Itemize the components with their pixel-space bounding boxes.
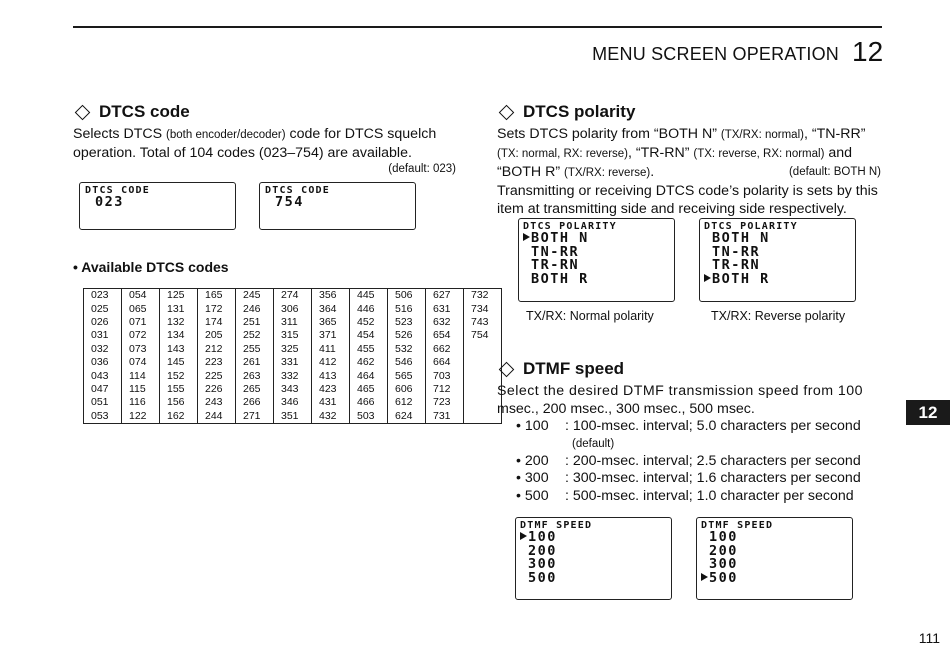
- lcd-option-tn-rr: TN-RR: [531, 243, 580, 260]
- table-cell: 431: [312, 396, 350, 409]
- table-cell: 172: [198, 302, 236, 315]
- lcd-value: 023: [95, 194, 124, 210]
- table-cell: 624: [388, 410, 426, 424]
- table-cell: 174: [198, 316, 236, 329]
- table-cell: 412: [312, 356, 350, 369]
- table-cell: 612: [388, 396, 426, 409]
- table-cell: 631: [426, 302, 464, 315]
- table-cell: 155: [160, 383, 198, 396]
- table-cell: 565: [388, 369, 426, 382]
- diamond-icon: [75, 104, 91, 120]
- table-cell: 032: [84, 343, 122, 356]
- table-row: [84, 356, 502, 369]
- selection-arrow-icon: [523, 233, 530, 241]
- table-cell: 145: [160, 356, 198, 369]
- header-chapter-number: 12: [852, 36, 884, 67]
- table-cell: 274: [274, 289, 312, 303]
- table-cell: 205: [198, 329, 236, 342]
- table-cell: 452: [350, 316, 388, 329]
- lcd-title: DTCS CODE: [85, 185, 150, 196]
- table-cell: 156: [160, 396, 198, 409]
- table-cell: 225: [198, 369, 236, 382]
- table-cell: 662: [426, 343, 464, 356]
- table-cell: 464: [350, 369, 388, 382]
- table-cell: 516: [388, 302, 426, 315]
- diamond-icon: [499, 104, 515, 120]
- table-cell: 051: [84, 396, 122, 409]
- table-cell: 632: [426, 316, 464, 329]
- dtcs-code-default: (default: 023): [388, 163, 456, 175]
- table-cell: 053: [84, 410, 122, 424]
- table-cell: 025: [84, 302, 122, 315]
- page-number: 111: [918, 630, 940, 646]
- table-cell: 263: [236, 369, 274, 382]
- table-cell: 023: [84, 289, 122, 303]
- lcd-option-300: 300: [709, 556, 738, 572]
- lcd-option-both-r: BOTH R: [704, 273, 851, 287]
- table-cell: 371: [312, 329, 350, 342]
- table-cell: 246: [236, 302, 274, 315]
- lcd-polarity-normal: [518, 218, 675, 302]
- lcd-dtcs-code-754: [259, 182, 416, 230]
- speed-item-100: • 100 : 100-msec. interval; 5.0 characters per second: [516, 418, 861, 434]
- lcd-option-200: 200: [709, 542, 738, 559]
- table-cell: 255: [236, 343, 274, 356]
- chapter-tab: 12: [906, 400, 950, 425]
- table-cell: 325: [274, 343, 312, 356]
- table-row: [84, 329, 502, 342]
- lcd-dtcs-code-023: [79, 182, 236, 230]
- table-cell: 047: [84, 383, 122, 396]
- table-cell: 252: [236, 329, 274, 342]
- table-cell: 116: [122, 396, 160, 409]
- table-cell: 364: [312, 302, 350, 315]
- table-row: [84, 369, 502, 382]
- table-cell: 132: [160, 316, 198, 329]
- table-cell: 712: [426, 383, 464, 396]
- caption-reverse-polarity: TX/RX: Reverse polarity: [711, 309, 846, 323]
- table-cell: [464, 343, 502, 356]
- table-cell: 165: [198, 289, 236, 303]
- lcd-option-100: 100: [709, 529, 738, 545]
- lcd-option-300: 300: [528, 556, 557, 572]
- table-cell: 036: [84, 356, 122, 369]
- table-cell: 411: [312, 343, 350, 356]
- table-cell: 143: [160, 343, 198, 356]
- table-cell: 351: [274, 410, 312, 424]
- table-cell: 266: [236, 396, 274, 409]
- table-cell: 432: [312, 410, 350, 424]
- table-row: [84, 289, 502, 303]
- lcd-option-both-n: BOTH N: [712, 230, 770, 246]
- table-cell: [464, 369, 502, 382]
- lcd-title: DTMF SPEED: [520, 520, 593, 531]
- table-cell: 306: [274, 302, 312, 315]
- available-codes-heading: • Available DTCS codes: [73, 259, 229, 275]
- lcd-option-tr-rn: TR-RN: [531, 257, 580, 273]
- table-cell: 265: [236, 383, 274, 396]
- table-cell: 043: [84, 369, 122, 382]
- table-cell: 245: [236, 289, 274, 303]
- table-cell: [464, 383, 502, 396]
- table-cell: 212: [198, 343, 236, 356]
- lcd-polarity-reverse: [699, 218, 856, 302]
- table-cell: 331: [274, 356, 312, 369]
- table-cell: 445: [350, 289, 388, 303]
- selection-arrow-icon: [704, 274, 711, 282]
- selection-arrow-icon: [701, 573, 708, 581]
- table-cell: 664: [426, 356, 464, 369]
- table-cell: 071: [122, 316, 160, 329]
- speed-default-note: (default): [572, 437, 615, 450]
- lcd-title: DTCS CODE: [265, 185, 330, 196]
- table-cell: 654: [426, 329, 464, 342]
- table-cell: 365: [312, 316, 350, 329]
- table-cell: 532: [388, 343, 426, 356]
- lcd-option-both-r: BOTH R: [531, 270, 589, 287]
- table-row: [84, 410, 502, 424]
- dtmf-speed-heading: DTMF speed: [497, 359, 624, 379]
- table-cell: 162: [160, 410, 198, 424]
- table-cell: 754: [464, 329, 502, 342]
- dtcs-polarity-description: Sets DTCS polarity from “BOTH N” (TX/RX: normal), “TN-RR” (TX: normal, RX: reverse), “TR-RN” (TX: reverse, RX: normal) and “BOTH R” (TX/RX: reverse). (default: BOTH N) Transmitting or receiving DTCS code’s polarity is sets by this item at transmitting side and receiving side respectively.: [497, 126, 881, 217]
- speed-item-500: • 500 : 500-msec. interval; 1.0 character per second: [516, 487, 854, 504]
- dtcs-code-description: Selects DTCS (both encoder/decoder) code for DTCS squelch operation. Total of 104 codes (023–754) are available.: [73, 126, 437, 161]
- lcd-title: DTCS POLARITY: [704, 221, 798, 232]
- table-cell: 523: [388, 316, 426, 329]
- table-cell: 026: [84, 316, 122, 329]
- speed-item-200: • 200 : 200-msec. interval; 2.5 characters per second: [516, 452, 861, 469]
- speed-item-300: • 300 : 300-msec. interval; 1.6 characters per second: [516, 470, 861, 486]
- table-cell: 125: [160, 289, 198, 303]
- table-cell: 627: [426, 289, 464, 303]
- table-cell: 074: [122, 356, 160, 369]
- table-cell: [464, 410, 502, 424]
- diamond-icon: [499, 361, 515, 377]
- lcd-option-500: 500: [528, 569, 557, 586]
- table-row: [84, 396, 502, 409]
- table-cell: 065: [122, 302, 160, 315]
- table-row: [84, 383, 502, 396]
- table-cell: 546: [388, 356, 426, 369]
- table-cell: 343: [274, 383, 312, 396]
- table-cell: 465: [350, 383, 388, 396]
- lcd-option-500: 500: [701, 572, 848, 586]
- table-cell: [464, 396, 502, 409]
- table-row: [84, 302, 502, 315]
- table-cell: 122: [122, 410, 160, 424]
- table-cell: 413: [312, 369, 350, 382]
- dtcs-polarity-default: (default: BOTH N): [788, 166, 881, 178]
- table-cell: 073: [122, 343, 160, 356]
- table-cell: 244: [198, 410, 236, 424]
- dtcs-polarity-heading: DTCS polarity: [497, 102, 635, 122]
- dtcs-codes-table: [83, 288, 502, 424]
- table-cell: 734: [464, 302, 502, 315]
- table-cell: 134: [160, 329, 198, 342]
- caption-normal-polarity: TX/RX: Normal polarity: [526, 309, 654, 323]
- table-cell: 723: [426, 396, 464, 409]
- lcd-dtmf-speed-500: [696, 517, 853, 600]
- table-row: [84, 343, 502, 356]
- table-cell: 072: [122, 329, 160, 342]
- lcd-title: DTCS POLARITY: [523, 221, 617, 232]
- dtmf-speed-list: [516, 418, 861, 505]
- table-cell: [464, 356, 502, 369]
- table-cell: 526: [388, 329, 426, 342]
- table-cell: 423: [312, 383, 350, 396]
- header-rule: [73, 26, 882, 28]
- dtmf-speed-description: Select the desired DTMF transmission speed from 100 msec., 200 msec., 300 msec., 500 msec.: [497, 383, 863, 417]
- lcd-option-tr-rn: TR-RN: [712, 257, 761, 273]
- table-cell: 731: [426, 410, 464, 424]
- table-cell: 703: [426, 369, 464, 382]
- header-title: MENU SCREEN OPERATION: [592, 44, 839, 64]
- table-cell: 271: [236, 410, 274, 424]
- table-cell: 455: [350, 343, 388, 356]
- table-cell: 356: [312, 289, 350, 303]
- table-cell: 131: [160, 302, 198, 315]
- table-cell: 346: [274, 396, 312, 409]
- lcd-option-both-n: BOTH N: [523, 232, 670, 246]
- table-cell: 315: [274, 329, 312, 342]
- table-cell: 743: [464, 316, 502, 329]
- table-cell: 311: [274, 316, 312, 329]
- lcd-value: 754: [275, 194, 304, 210]
- lcd-title: DTMF SPEED: [701, 520, 774, 531]
- lcd-option-100: 100: [520, 531, 667, 545]
- table-cell: 261: [236, 356, 274, 369]
- table-cell: 732: [464, 289, 502, 303]
- table-cell: 054: [122, 289, 160, 303]
- table-cell: 251: [236, 316, 274, 329]
- table-cell: 114: [122, 369, 160, 382]
- table-cell: 226: [198, 383, 236, 396]
- table-cell: 506: [388, 289, 426, 303]
- table-cell: 031: [84, 329, 122, 342]
- table-cell: 332: [274, 369, 312, 382]
- table-cell: 152: [160, 369, 198, 382]
- lcd-option-200: 200: [528, 542, 557, 559]
- table-cell: 466: [350, 396, 388, 409]
- selection-arrow-icon: [520, 532, 527, 540]
- table-cell: 223: [198, 356, 236, 369]
- lcd-dtmf-speed-100: [515, 517, 672, 600]
- table-cell: 606: [388, 383, 426, 396]
- table-cell: 503: [350, 410, 388, 424]
- table-cell: 243: [198, 396, 236, 409]
- dtcs-code-heading: DTCS code: [73, 102, 190, 122]
- table-row: [84, 316, 502, 329]
- table-cell: 462: [350, 356, 388, 369]
- table-cell: 115: [122, 383, 160, 396]
- table-cell: 454: [350, 329, 388, 342]
- table-cell: 446: [350, 302, 388, 315]
- lcd-option-tn-rr: TN-RR: [712, 243, 761, 260]
